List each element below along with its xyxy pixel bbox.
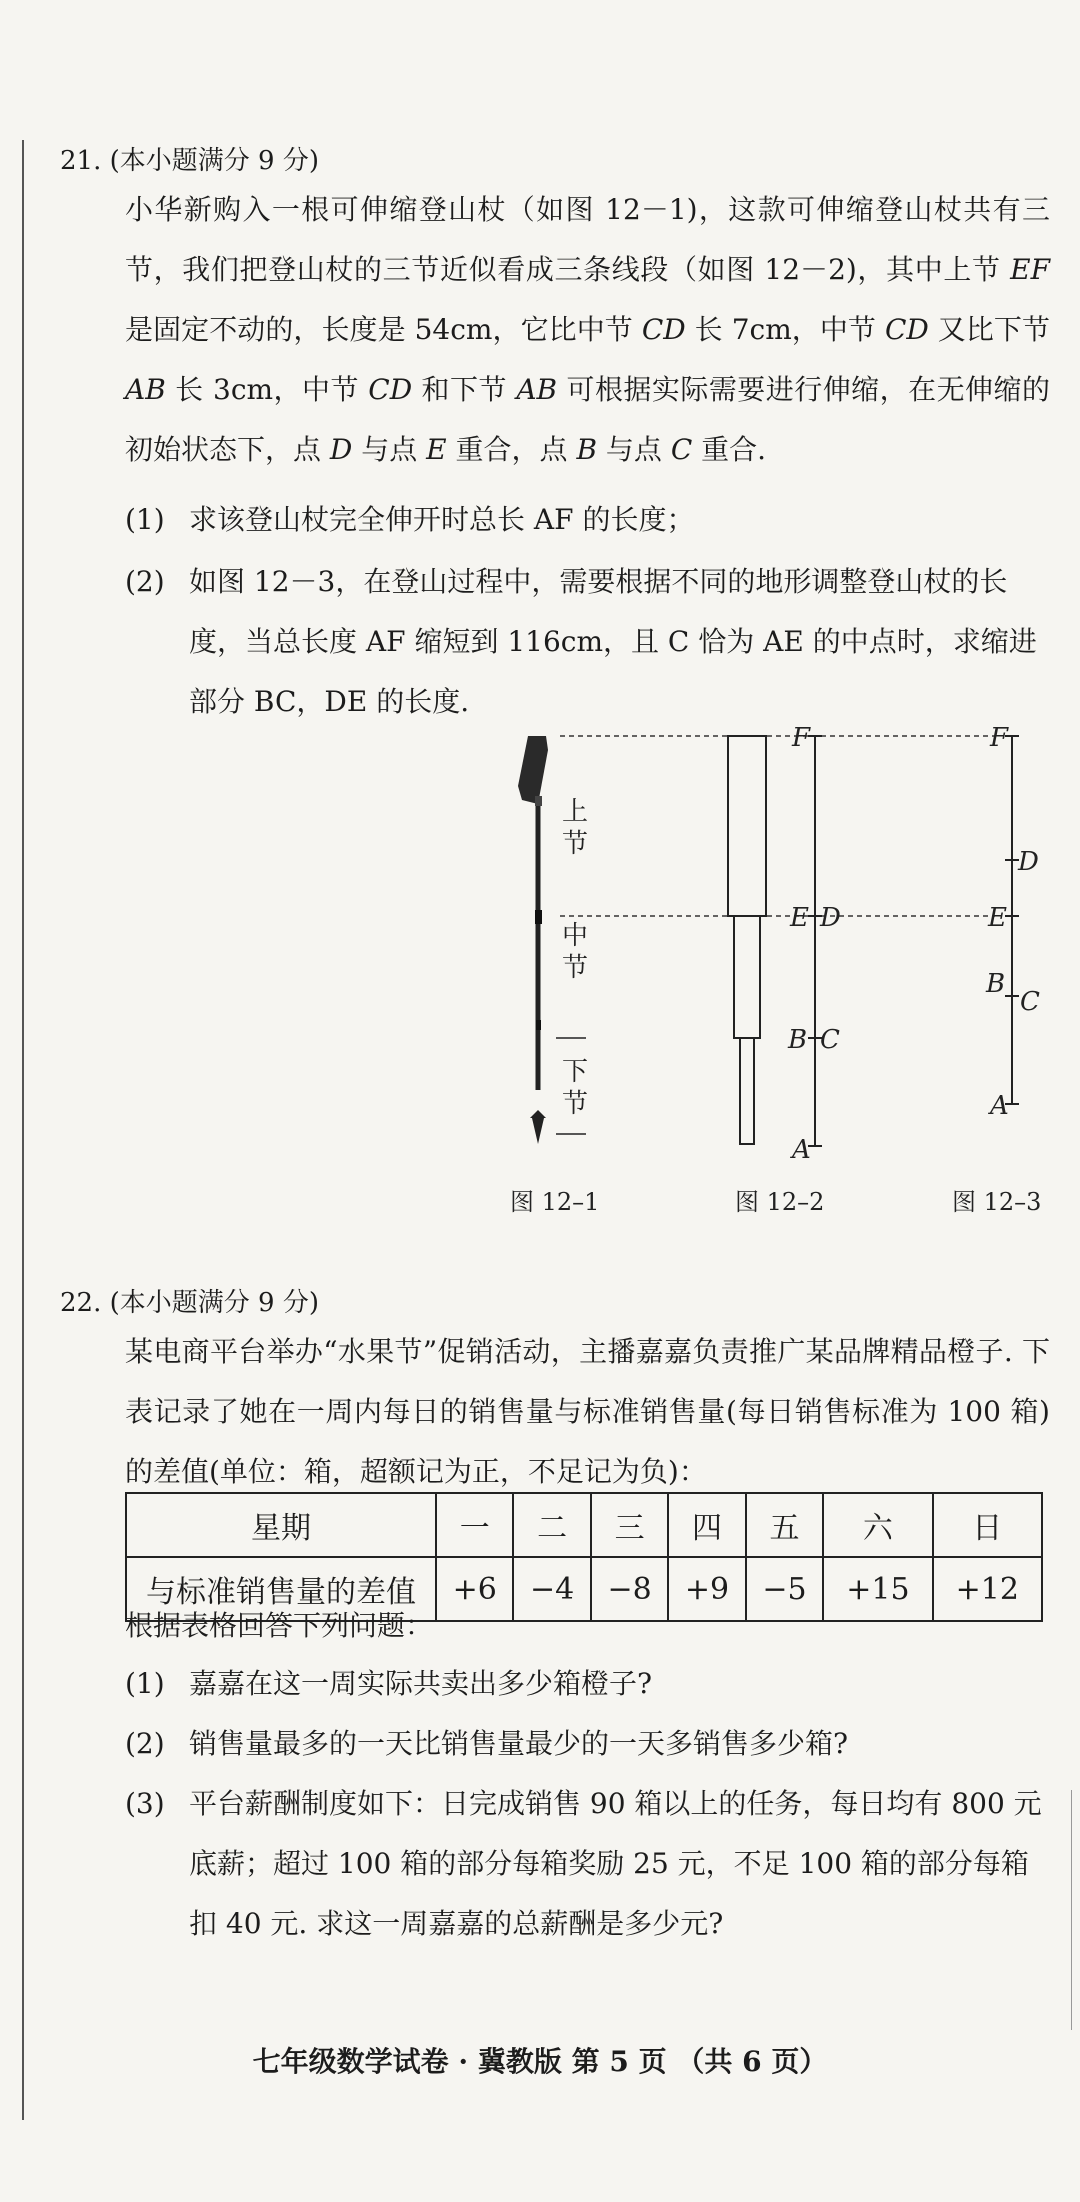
figure-svg [490, 720, 1060, 1220]
math-symbol: EF [1010, 253, 1050, 286]
day-cell: 四 [668, 1493, 745, 1557]
day-cell: 六 [823, 1493, 932, 1557]
day-cell: 三 [591, 1493, 668, 1557]
value-cell: +15 [823, 1557, 932, 1621]
fig3-point-C: C [1020, 987, 1040, 1017]
q22-sub2-text: 销售量最多的一天比销售量最少的一天多销售多少箱? [189, 1727, 849, 1760]
text-run: 重合. [692, 433, 767, 466]
text-run: 可根据实际需要进行伸缩，在无伸缩的初始状态下，点 [125, 373, 1050, 466]
q22-sub2-num: (2) [125, 1727, 165, 1760]
q22-intro: 某电商平台举办“水果节”促销活动，主播嘉嘉负责推广某品牌精品橙子. 下表记录了她在一周内每日的销售量与标准销售量(每日销售标准为 100 箱)的差值(单位：箱，超额记为正，不足记为负)： [125, 1335, 1050, 1488]
q22-sub3 [125, 1774, 1050, 1954]
section-upper [728, 736, 766, 916]
q21-intro [125, 180, 1050, 480]
value-cell: −8 [591, 1557, 668, 1621]
margin-rule [22, 140, 24, 2120]
q22-number: 22. [60, 1288, 102, 1318]
pole-label-upper-1: 上 [562, 797, 589, 827]
math-symbol: D [329, 433, 353, 466]
math-symbol: E [426, 433, 447, 466]
q21-sub2-text: 如图 12－3，在登山过程中，需要根据不同的地形调整登山杖的长度，当总长度 AF 缩短到 116cm，且 C 恰为 AE 的中点时，求缩进部分 BC，DE 的长度. [189, 565, 1037, 718]
fig2-point-D: D [820, 903, 841, 933]
q21-sub1-text: 求该登山杖完全伸开时总长 AF 的长度； [189, 503, 695, 536]
q22-sub3-num: (3) [125, 1787, 165, 1820]
math-symbol: C [670, 433, 693, 466]
caption-12-1: 图 12–1 [510, 1188, 600, 1216]
section-lower [740, 1038, 754, 1144]
fig2-point-F: F [792, 723, 811, 753]
math-symbol: B [576, 433, 598, 466]
text-run: 是固定不动的，长度是 54cm，它比中节 [125, 313, 642, 346]
value-cell: +6 [436, 1557, 513, 1621]
fig3-point-F: F [990, 723, 1009, 753]
q22-sub1-text: 嘉嘉在这一周实际共卖出多少箱橙子? [189, 1667, 653, 1700]
q22-sub1 [125, 1654, 1050, 1714]
pole-label-lower-1: 下 [562, 1057, 589, 1087]
q22-sub1-num: (1) [125, 1667, 165, 1700]
fig2-point-C: C [820, 1025, 840, 1055]
row-head-diff: 与标准销售量的差值 [126, 1557, 436, 1621]
q21-sub1-num: (1) [125, 503, 165, 536]
text-run: 长 3cm，中节 [165, 373, 369, 406]
trekking-pole-icon [518, 736, 548, 1144]
text-run: 与点 [597, 433, 671, 466]
row-head-weekday: 星期 [126, 1493, 436, 1557]
math-symbol: CD [641, 313, 686, 346]
table-row-days [126, 1493, 1042, 1557]
math-symbol: AB [516, 373, 558, 406]
q22-sub2 [125, 1714, 1050, 1774]
math-symbol: CD [368, 373, 413, 406]
q21-header [60, 140, 319, 177]
value-cell: −4 [513, 1557, 590, 1621]
day-cell: 日 [933, 1493, 1042, 1557]
pole-label-upper-2: 节 [562, 829, 589, 859]
text-run: 与点 [352, 433, 427, 466]
value-cell: −5 [746, 1557, 823, 1621]
pole-label-lower-2: 节 [562, 1089, 589, 1119]
q22-points: (本小题满分 9 分) [109, 1288, 319, 1318]
q22-sub3-text: 平台薪酬制度如下：日完成销售 90 箱以上的任务，每日均有 800 元底薪；超过 100 箱的部分每箱奖励 25 元，不足 100 箱的部分每箱扣 40 元. 求这一周嘉嘉的总薪酬是多少元? [189, 1787, 1042, 1940]
q22-header [60, 1282, 319, 1319]
fig3-point-D: D [1018, 847, 1039, 877]
page-footer: 七年级数学试卷 · 冀教版 第 5 页 （共 6 页） [252, 2045, 828, 2078]
text-run: 重合，点 [446, 433, 577, 466]
text-run: 小华新购入一根可伸缩登山杖（如图 12－1)，这款可伸缩登山杖共有三节，我们把登山杖的三节近似看成三条线段（如图 12－2)，其中上节 [125, 193, 1050, 286]
q21-sub1 [125, 490, 1050, 550]
caption-12-3: 图 12–3 [952, 1188, 1042, 1216]
fig3-point-E: E [988, 903, 1007, 933]
text-run: 又比下节 [928, 313, 1051, 346]
q21-sub2-num: (2) [125, 565, 165, 598]
caption-12-2: 图 12–2 [735, 1188, 825, 1216]
scan-edge [1071, 1790, 1072, 2030]
fig2-point-B: B [788, 1025, 808, 1055]
math-symbol: CD [884, 313, 929, 346]
day-cell: 五 [746, 1493, 823, 1557]
q21-points: (本小题满分 9 分) [109, 146, 319, 176]
day-cell: 一 [436, 1493, 513, 1557]
fig3-point-B: B [986, 969, 1006, 999]
section-middle [734, 916, 760, 1038]
value-cell: +12 [933, 1557, 1042, 1621]
value-cell: +9 [668, 1557, 745, 1621]
q21-sub2 [125, 552, 1050, 732]
q22-lead: 根据表格回答下列问题： [125, 1609, 434, 1642]
q21-number: 21. [60, 146, 102, 176]
pole-label-middle-1: 中 [562, 921, 589, 951]
math-symbol: AB [125, 373, 166, 406]
text-run: 和下节 [412, 373, 517, 406]
day-cell: 二 [513, 1493, 590, 1557]
fig2-point-E: E [790, 903, 809, 933]
pole-label-middle-2: 节 [562, 953, 589, 983]
q21-figure [490, 720, 1060, 1220]
fig2-point-A: A [792, 1135, 811, 1165]
fig3-point-A: A [990, 1091, 1009, 1121]
text-run: 长 7cm，中节 [685, 313, 885, 346]
